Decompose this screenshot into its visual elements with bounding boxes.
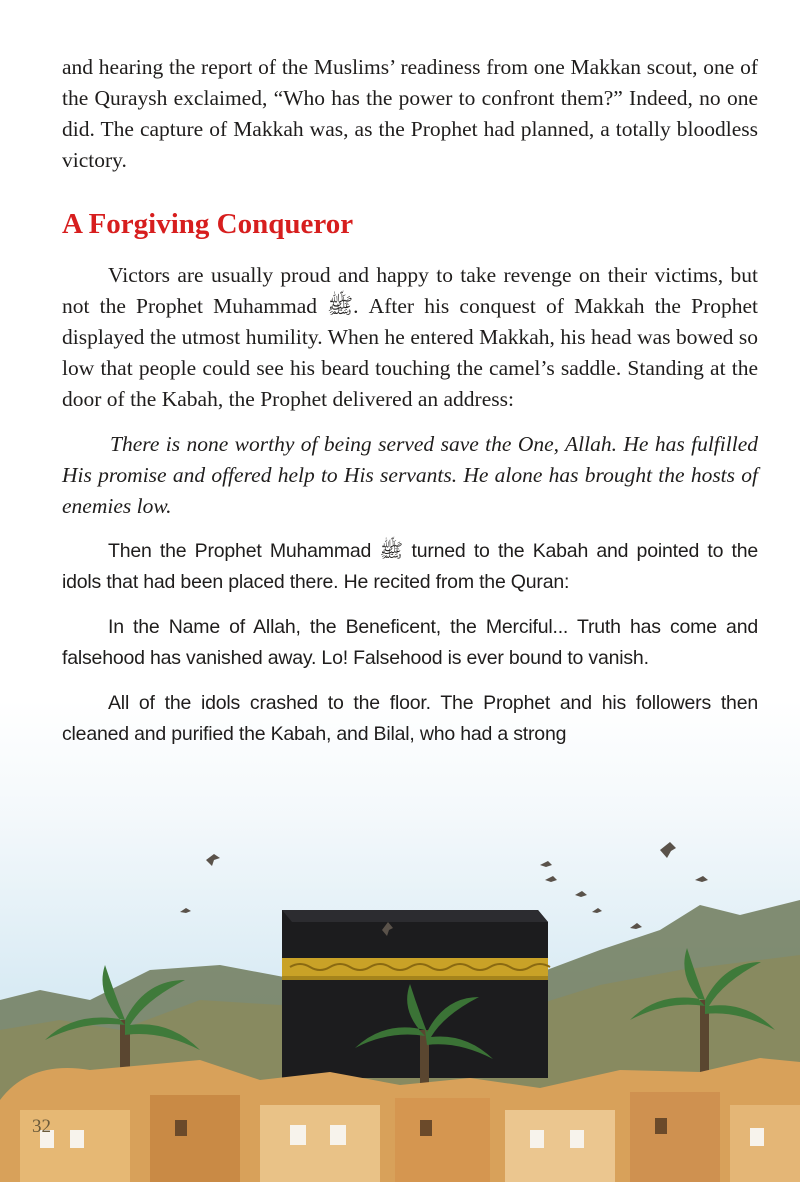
paragraph-1: and hearing the report of the Muslims’ readiness from one Makkan scout, one of the Quraysh exclaimed, “Who has the power to confront them?” Indeed, no one did. The capture of Makkah was, as the Prophet had planned, a totally bloodless victory. bbox=[62, 55, 758, 172]
paragraph-4: In the Name of Allah, the Beneficent, the Merciful... Truth has come and falsehood has vanished away. Lo! Falsehood is ever bound to vanish. bbox=[62, 616, 758, 669]
quote-block: There is none worthy of being served save the One, Allah. He has fulfilled His promise and offered help to His servants. He alone has brought the hosts of enemies low. bbox=[62, 432, 758, 518]
kabah-illustration bbox=[0, 700, 800, 1182]
kabah bbox=[282, 910, 550, 1078]
paragraph-3: Then the Prophet Muhammad ﷺ turned to the Kabah and pointed to the idols that had been placed there. He recited from the Quran: bbox=[62, 540, 759, 593]
paragraph-2: Victors are usually proud and happy to take revenge on their victims, but not the Prophet Muhammad ﷺ. After his conquest of Makkah the Prophet displayed the utmost humility. When he entered Makkah, his head was bowed so low that people could see his beard touching the camel’s saddle. Standing at the door of the Kabah, the Prophet delivered an address: bbox=[62, 263, 758, 411]
text-column bbox=[62, 52, 758, 750]
paragraph-5: All of the idols crashed to the floor. The Prophet and his followers then cleaned and purified the Kabah, and Bilal, who had a strong bbox=[62, 692, 758, 745]
section-heading: A Forgiving Conqueror bbox=[62, 208, 354, 240]
page-number: 32 bbox=[32, 1116, 51, 1137]
